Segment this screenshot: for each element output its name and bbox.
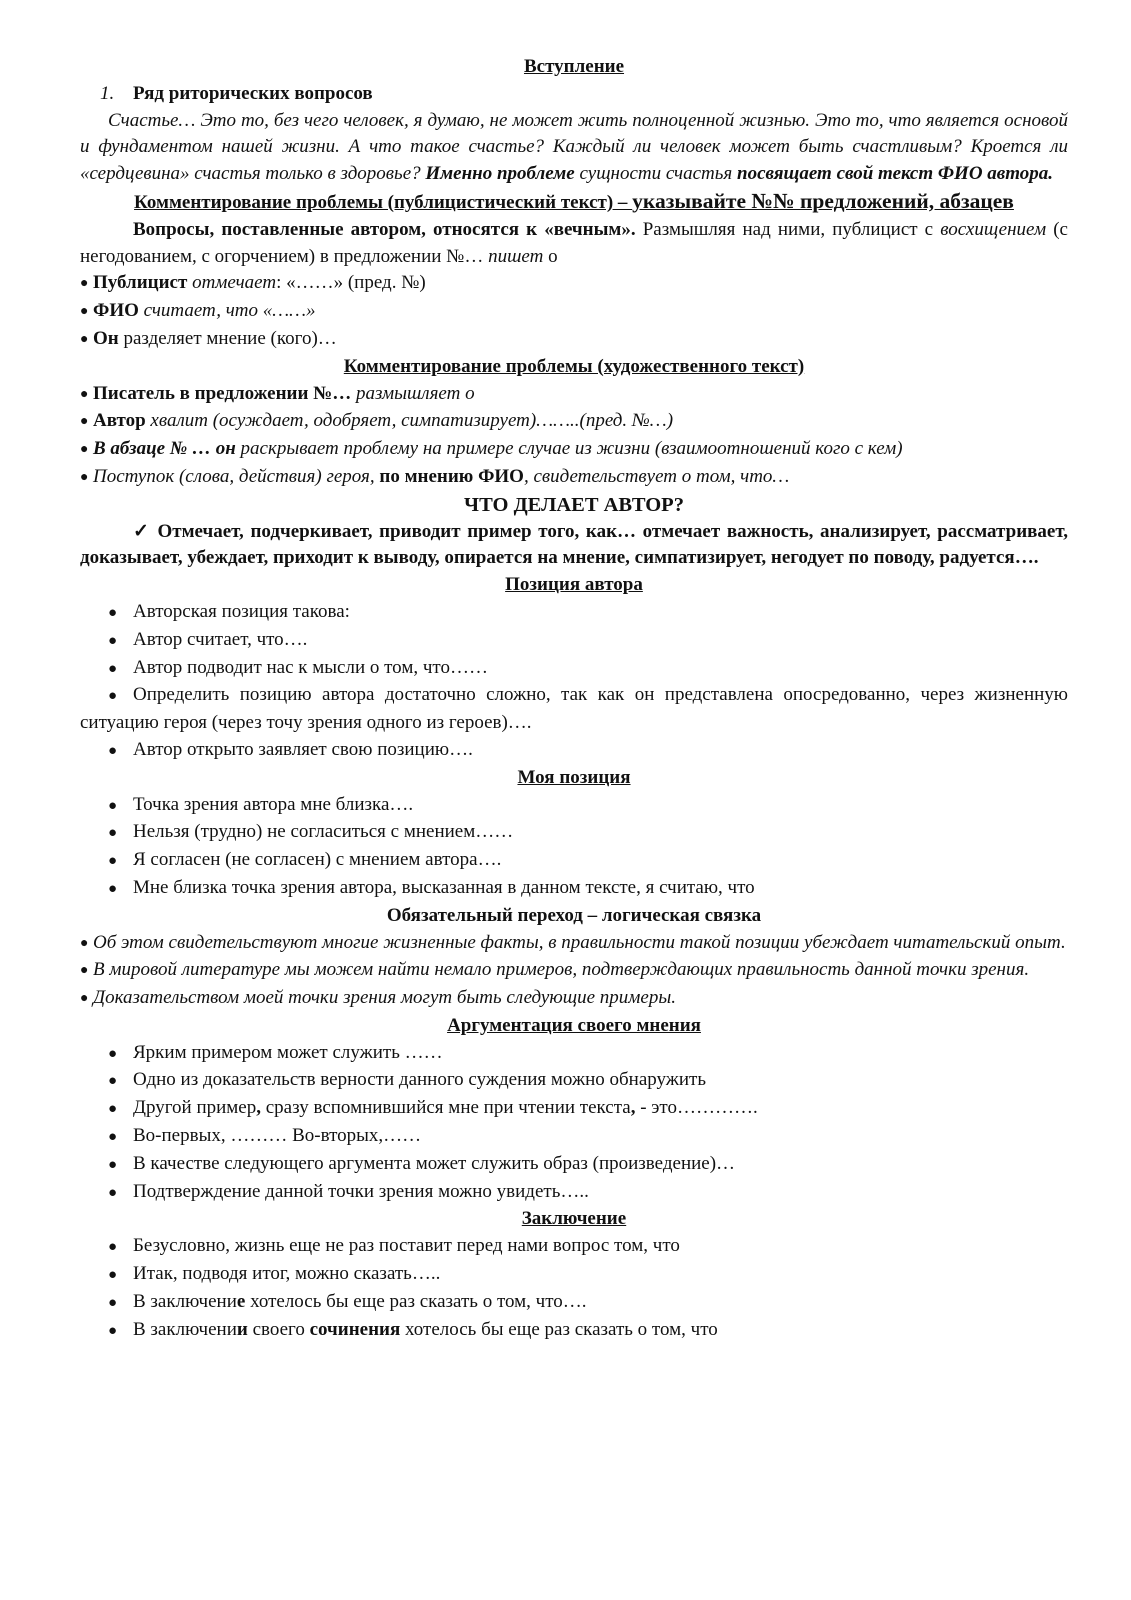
bullet-icon: ● (80, 991, 89, 1007)
list-item (80, 1151, 1068, 1179)
bullet-icon: ● (108, 742, 118, 759)
list-item (80, 930, 1068, 958)
text-run: раскрывает проблему на примере случае из жизни (взаимоотношений кого с кем) (235, 438, 903, 460)
section-heading (80, 492, 1068, 519)
text-run: Нельзя (трудно) не согласиться с мнением…… (133, 821, 514, 843)
text-run: сочинения (309, 1318, 401, 1340)
list-item (80, 326, 1068, 354)
text-run: своего (247, 1318, 310, 1340)
bullet-icon: ● (80, 386, 89, 402)
bullet-icon: ● (108, 825, 118, 842)
text-run: Позиция автора (505, 574, 643, 596)
bullet-icon: ● (108, 1294, 118, 1311)
bullet-icon: ● (108, 1239, 118, 1256)
text-run: В заключени (133, 1290, 237, 1312)
bullet-icon: ● (80, 469, 89, 485)
bullet-icon: ● (108, 880, 118, 897)
text-run: Автор открыто заявляет свою позицию…. (133, 738, 473, 760)
text-run: Другой пример (133, 1097, 257, 1119)
list-item (80, 436, 1068, 464)
list-item (80, 682, 1068, 737)
bullet-icon: ● (80, 414, 89, 430)
text-run: ЧТО ДЕЛАЕТ АВТОР? (464, 493, 684, 516)
text-run: Вопросы, поставленные автором, относятся к «вечным». (133, 218, 636, 240)
bullet-list (80, 930, 1068, 1013)
text-run: хотелось бы еще раз сказать о том, что (400, 1318, 718, 1340)
bullet-icon: ● (80, 963, 89, 979)
text-run: е (236, 1290, 246, 1312)
text-run: считает, что «……» (138, 300, 316, 322)
list-item (80, 298, 1068, 326)
list-item (80, 627, 1068, 655)
text-run: Вступление (523, 56, 625, 77)
bullet-icon: ● (108, 853, 118, 870)
text-run: Поступок (слова, действия) героя, (93, 465, 375, 487)
text-run: В заключени (133, 1318, 237, 1340)
section-heading (80, 903, 1068, 930)
bullet-icon: ● (80, 935, 89, 951)
text-run: Безусловно, жизнь еще не раз поставит перед нами вопрос том, что (133, 1235, 680, 1257)
list-item (80, 792, 1068, 820)
list-item (80, 464, 1068, 492)
section-heading (80, 1206, 1068, 1233)
list-item (80, 985, 1068, 1013)
text-run: Доказательством моей точки зрения могут быть следующие примеры. (93, 987, 676, 1009)
list-item (80, 1123, 1068, 1151)
bullet-icon: ● (108, 688, 118, 705)
section-heading (80, 1013, 1068, 1040)
text-run: Публицист (93, 272, 188, 294)
text-run: Итак, подводя итог, можно сказать….. (133, 1263, 441, 1285)
text-run: (с негодованием, с огорчением) в предложении №… (80, 218, 1068, 267)
section-heading (80, 572, 1068, 599)
list-item (80, 1067, 1068, 1095)
text-run: разделяет мнение (кого)… (118, 327, 337, 349)
paragraph (80, 108, 1068, 188)
text-run: Автор подводит нас к мысли о том, что…… (133, 656, 488, 678)
text-run: хвалит (осуждает, одобряет, симпатизирует)……..(пред. №…) (145, 410, 674, 432)
text-run: Он (93, 327, 119, 349)
text-run: восхищением (940, 218, 1047, 240)
text-run: , (630, 1097, 636, 1119)
text-run: отмечает (187, 272, 277, 294)
text-run: В абзаце № … он (93, 438, 236, 460)
list-item (80, 1095, 1068, 1123)
list-item (80, 408, 1068, 436)
list-item (80, 1233, 1068, 1261)
text-run: Ярким примером может служить …… (133, 1041, 443, 1063)
text-run: Подтверждение данной точки зрения можно увидеть….. (133, 1180, 589, 1202)
paragraph (80, 519, 1068, 573)
bullet-list (80, 270, 1068, 353)
text-run: Заключение (521, 1208, 627, 1230)
list-item (80, 847, 1068, 875)
list-item (80, 875, 1068, 903)
list-item (80, 1261, 1068, 1289)
text-run: Комментирование проблемы (художественного текст) (343, 355, 805, 377)
text-run: Во-первых, ……… Во-вторых,…… (133, 1125, 422, 1147)
list-item (80, 957, 1068, 985)
bullet-icon: ● (108, 632, 118, 649)
bullet-icon: ● (108, 1045, 118, 1062)
text-run: : «……» (пред. №) (276, 272, 426, 294)
text-run: Размышляя над ними, публицист с (635, 218, 941, 240)
text-run: Обязательный переход – логическая связка (386, 904, 762, 926)
text-run: пишет (488, 245, 544, 267)
bullet-icon: ● (108, 1184, 118, 1201)
bullet-icon: ● (108, 604, 118, 621)
text-run: Авторская позиция такова: (133, 600, 350, 622)
text-run: Моя позиция (517, 766, 631, 788)
text-run: о (543, 245, 558, 267)
bullet-list (80, 1040, 1068, 1207)
section-heading (80, 765, 1068, 792)
text-run: посвящает свой текст ФИО автора. (737, 163, 1054, 185)
text-run: ФИО (93, 300, 139, 322)
text-run: сущности счастья (574, 163, 737, 185)
text-run: ✓ Отмечает, подчеркивает, приводит пример того, как… отмечает важность, анализирует, рассматривает, доказывает, убеждает, приходит к выводу, опирается на мнение, симпатизирует, негодует по поводу, радуется…. (80, 520, 1068, 569)
text-run: В мировой литературе мы можем найти немало примеров, подтверждающих правильность данной точки зрения. (93, 959, 1030, 981)
text-run: Автор (93, 410, 146, 432)
list-number: 1. (100, 82, 115, 104)
list-item (80, 599, 1068, 627)
text-run: В качестве следующего аргумента может служить образ (произведение)… (133, 1152, 736, 1174)
text-run: размышляет о (351, 382, 475, 404)
bullet-list (80, 381, 1068, 492)
text-run: сразу вспомнившийся мне при чтении текста (261, 1097, 631, 1119)
bullet-icon: ● (108, 1129, 118, 1146)
list-item (80, 1289, 1068, 1317)
paragraph (80, 217, 1068, 271)
text-run: Именно проблеме (425, 163, 575, 185)
bullet-icon: ● (108, 660, 118, 677)
text-run: Определить позицию автора достаточно сложно, так как он представлена опосредованно, через жизненную ситуацию героя (через точу зрения одного из героев)…. (80, 684, 1068, 734)
bullet-icon: ● (80, 331, 89, 347)
text-run: - это…………. (635, 1097, 758, 1119)
text-run: Счастье… Это то, без чего человек, я думаю, не может жить полноценной жизнью. Это то, что является основой и фундаментом нашей жизни. А что такое счастье? Каждый ли человек может быть счастливым? Кроется ли «сердцевина» счастья только в здоровье? (80, 109, 1068, 185)
section-heading (80, 188, 1068, 217)
text-run: Я согласен (не согласен) с мнением автора…. (133, 849, 502, 871)
text-run: , (256, 1097, 261, 1119)
bullet-list (80, 599, 1068, 765)
text-run: по мнению ФИО (374, 465, 524, 487)
bullet-icon: ● (80, 304, 89, 320)
text-run: Мне близка точка зрения автора, высказанная в данном тексте, я считаю, что (133, 876, 755, 898)
bullet-icon: ● (108, 797, 118, 814)
bullet-icon: ● (80, 276, 89, 292)
bullet-icon: ● (108, 1267, 118, 1284)
section-heading (80, 354, 1068, 381)
list-item (80, 655, 1068, 683)
section-heading (80, 54, 1068, 81)
list-item (80, 1179, 1068, 1207)
text-run: Одно из доказательств верности данного суждения можно обнаружить (133, 1069, 707, 1091)
text-run: Комментирование проблемы (публицистический текст) – (134, 191, 633, 213)
text-run: Аргументация своего мнения (447, 1014, 701, 1036)
text-run: хотелось бы еще раз сказать о том, что…. (245, 1290, 587, 1312)
bullet-icon: ● (108, 1156, 118, 1173)
text-run: Ряд риторических вопросов (133, 82, 373, 104)
text-run: и (236, 1318, 248, 1340)
list-item (80, 381, 1068, 409)
bullet-icon: ● (108, 1101, 118, 1118)
bullet-icon: ● (80, 442, 89, 458)
list-item (80, 819, 1068, 847)
bullet-list (80, 792, 1068, 903)
text-run: Точка зрения автора мне близка…. (133, 793, 414, 815)
text-run: Писатель в предложении №… (93, 382, 352, 404)
bullet-icon: ● (108, 1322, 118, 1339)
list-item (80, 1317, 1068, 1345)
text-run: Автор считает, что…. (133, 628, 308, 650)
text-run: указывайте №№ предложений, абзацев (632, 188, 1014, 213)
text-run: Об этом свидетельствуют многие жизненные факты, в правильности такой позиции убеждает читательский опыт. (93, 931, 1066, 953)
list-item (80, 737, 1068, 765)
list-item (80, 1040, 1068, 1068)
numbered-heading (80, 81, 1068, 108)
list-item (80, 270, 1068, 298)
bullet-list (80, 1233, 1068, 1344)
text-run: , свидетельствует о том, что… (523, 465, 790, 487)
bullet-icon: ● (108, 1073, 118, 1090)
